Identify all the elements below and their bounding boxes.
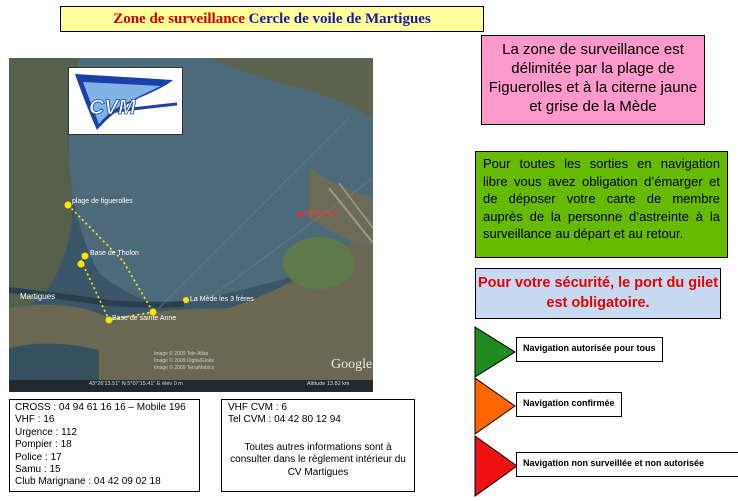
- copyright-2: Image © 2009 DigitalGlobe: [154, 358, 215, 364]
- label-martigues: Martigues: [20, 292, 56, 301]
- contact-line: Pompier : 18: [15, 439, 72, 451]
- label-figuerolles: plage de figuerolles: [72, 198, 133, 205]
- altitude-readout: Altitude 13.82 km: [307, 381, 350, 387]
- rules-info-text: Pour toutes les sorties en navigation libre vous avez obligation d’émarger et de déposer votre carte de membre auprès de la personne d’astreinte à la surveillance au départ et au retour.: [483, 156, 720, 241]
- rules-info-box: [475, 151, 728, 258]
- title-part1: Zone de surveillance: [113, 11, 245, 27]
- orange-flag-icon: [474, 377, 516, 435]
- contact-line: Police : 17: [15, 451, 62, 463]
- zone-info-text: La zone de surveillance est délimitée par la plage de Figuerolles et à la citerne jaune et grise de la Mède: [488, 41, 698, 115]
- club-contact-box: [221, 399, 415, 492]
- logo-text: CVM: [89, 96, 136, 119]
- copyright-1: Image © 2009 Tele Atlas: [154, 351, 209, 357]
- satellite-map: [9, 58, 373, 392]
- green-flag-icon: [474, 326, 516, 378]
- page-title: [60, 6, 484, 32]
- legend-item-orange: [516, 392, 622, 417]
- contact-line: VHF : 16: [15, 414, 55, 426]
- contact-line: Samu : 15: [15, 464, 61, 476]
- more-info-text: Toutes autres informations sont à consulter dans le règlement intérieur du CV Martigues: [230, 441, 406, 478]
- red-flag-icon: [474, 435, 518, 497]
- vhf-channel: VHF CVM : 6: [228, 402, 287, 413]
- coords-readout: 43°26'13.51" N 5°07'15.41" E élév 0 m: [89, 381, 183, 387]
- cvm-logo: [68, 67, 183, 135]
- cvm-logo-icon: [69, 68, 182, 134]
- label-marignane: Marignane: [304, 210, 338, 217]
- label-sainte-anne: Base de sainte Anne: [112, 315, 177, 322]
- google-watermark: Google: [331, 357, 373, 372]
- contact-line: Club Marignane : 04 42 09 02 18: [15, 476, 161, 488]
- legend-label-green: Navigation autorisée pour tous: [523, 343, 656, 353]
- map-graphic: [9, 58, 373, 392]
- contact-line: Urgence : 112: [15, 426, 78, 438]
- emergency-contacts: [9, 399, 200, 492]
- zone-info-box: [481, 35, 705, 125]
- safety-info-text: Pour votre sécurité, le port du gilet est obligatoire.: [477, 275, 719, 311]
- legend-item-green: [516, 337, 663, 362]
- club-phone: Tel CVM : 04 42 80 12 94: [228, 414, 341, 426]
- legend-label-orange: Navigation confirmée: [523, 398, 615, 408]
- copyright-3: Image © 2009 TerraMetrics: [154, 365, 215, 371]
- safety-info-box: [475, 268, 721, 319]
- label-mede: La Mède les 3 frères: [190, 296, 254, 303]
- contact-line: CROSS : 04 94 61 16 16 – Mobile 196: [15, 402, 186, 413]
- legend-item-red: [516, 452, 738, 477]
- legend-label-red: Navigation non surveillée et non autorisée: [523, 458, 705, 468]
- label-tholon: Base de Tholon: [90, 250, 139, 257]
- title-part2: Cercle de voile de Martigues: [248, 11, 431, 27]
